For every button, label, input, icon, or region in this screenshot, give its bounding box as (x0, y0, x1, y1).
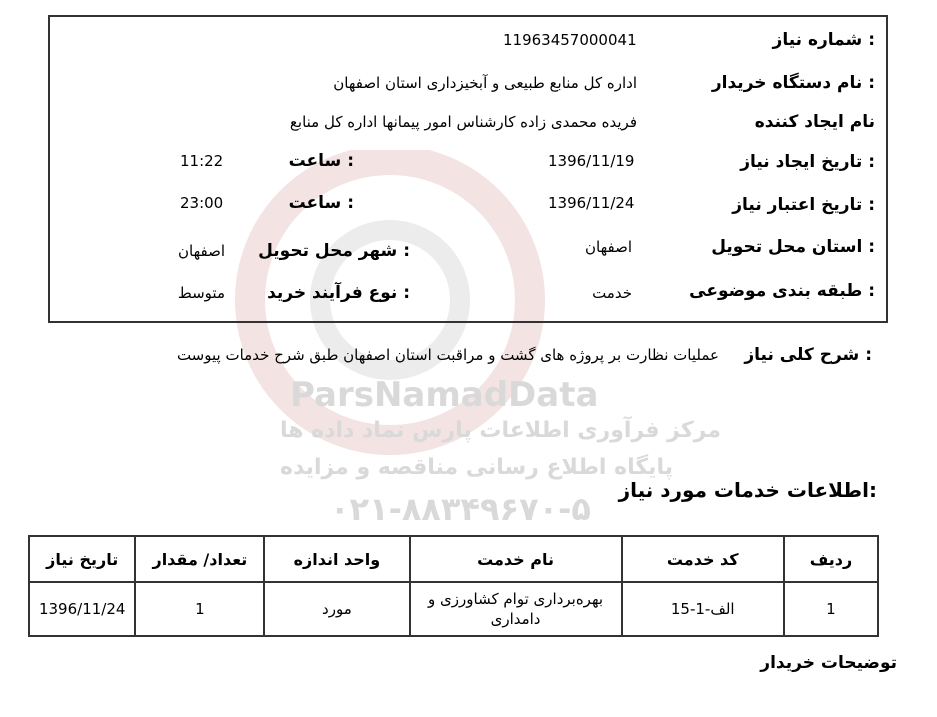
creator-value: فریده محمدی زاده کارشناس امور پیمانها اداره کل منابع (289, 113, 637, 131)
services-table (28, 535, 879, 637)
province-value: اصفهان (585, 238, 632, 256)
watermark-phone: ۰۲۱-۸۸۳۴۹۶۷۰-۵ (330, 490, 591, 528)
process-type-value: متوسط (177, 284, 225, 302)
cell-service-code: الف-1-15 (622, 582, 784, 636)
valid-time-value: 23:00 (180, 194, 224, 212)
process-type-label: نوع فرآیند خرید : (267, 283, 410, 303)
description-label: شرح کلی نیاز : (744, 345, 872, 365)
created-date-label: تاریخ ایجاد نیاز : (740, 152, 875, 172)
cell-row-number: 1 (784, 582, 878, 636)
header-need-date: تاریخ نیاز (29, 536, 135, 582)
valid-date-label: تاریخ اعتبار نیاز : (732, 195, 875, 215)
need-number-label: شماره نیاز : (772, 30, 875, 50)
city-label: شهر محل تحویل : (258, 241, 410, 261)
created-time-label: ساعت : (288, 151, 354, 171)
cell-service-name: بهره‌برداری توام کشاورزی و دامداری (410, 582, 622, 636)
valid-date-value: 1396/11/24 (548, 194, 635, 212)
watermark-line2: پایگاه اطلاع رسانی مناقصه و مزایده (280, 455, 673, 480)
header-service-code: کد خدمت (622, 536, 784, 582)
category-label: طبقه بندی موضوعی : (689, 281, 875, 301)
description-value: عملیات نظارت بر پروژه های گشت و مراقبت استان اصفهان طبق شرح خدمات پیوست (176, 346, 719, 364)
buyer-org-label: نام دستگاه خریدار : (711, 73, 875, 93)
watermark-latin: ParsNamadData (290, 375, 599, 415)
buyer-notes-label: توضیحات خریدار (760, 653, 897, 673)
header-service-name: نام خدمت (410, 536, 622, 582)
city-value: اصفهان (178, 242, 225, 260)
category-value: خدمت (592, 284, 632, 302)
cell-unit: مورد (264, 582, 409, 636)
valid-time-label: ساعت : (288, 193, 354, 213)
need-number-value: 11963457000041 (503, 31, 637, 49)
cell-quantity: 1 (135, 582, 264, 636)
buyer-org-value: اداره کل منابع طبیعی و آبخیزداری استان اصفهان (333, 74, 637, 92)
header-quantity: تعداد/ مقدار (135, 536, 264, 582)
table-header-row (29, 536, 878, 582)
province-label: استان محل تحویل : (711, 237, 875, 257)
creator-label: نام ایجاد کننده (754, 112, 875, 132)
table-row (29, 582, 878, 636)
services-title: اطلاعات خدمات مورد نیاز: (618, 478, 877, 502)
cell-need-date: 1396/11/24 (29, 582, 135, 636)
watermark-line1: مرکز فرآوری اطلاعات پارس نماد داده ها (280, 418, 721, 443)
header-unit: واحد اندازه (264, 536, 409, 582)
created-date-value: 1396/11/19 (548, 152, 635, 170)
header-row-number: ردیف (784, 536, 878, 582)
created-time-value: 11:22 (180, 152, 224, 170)
